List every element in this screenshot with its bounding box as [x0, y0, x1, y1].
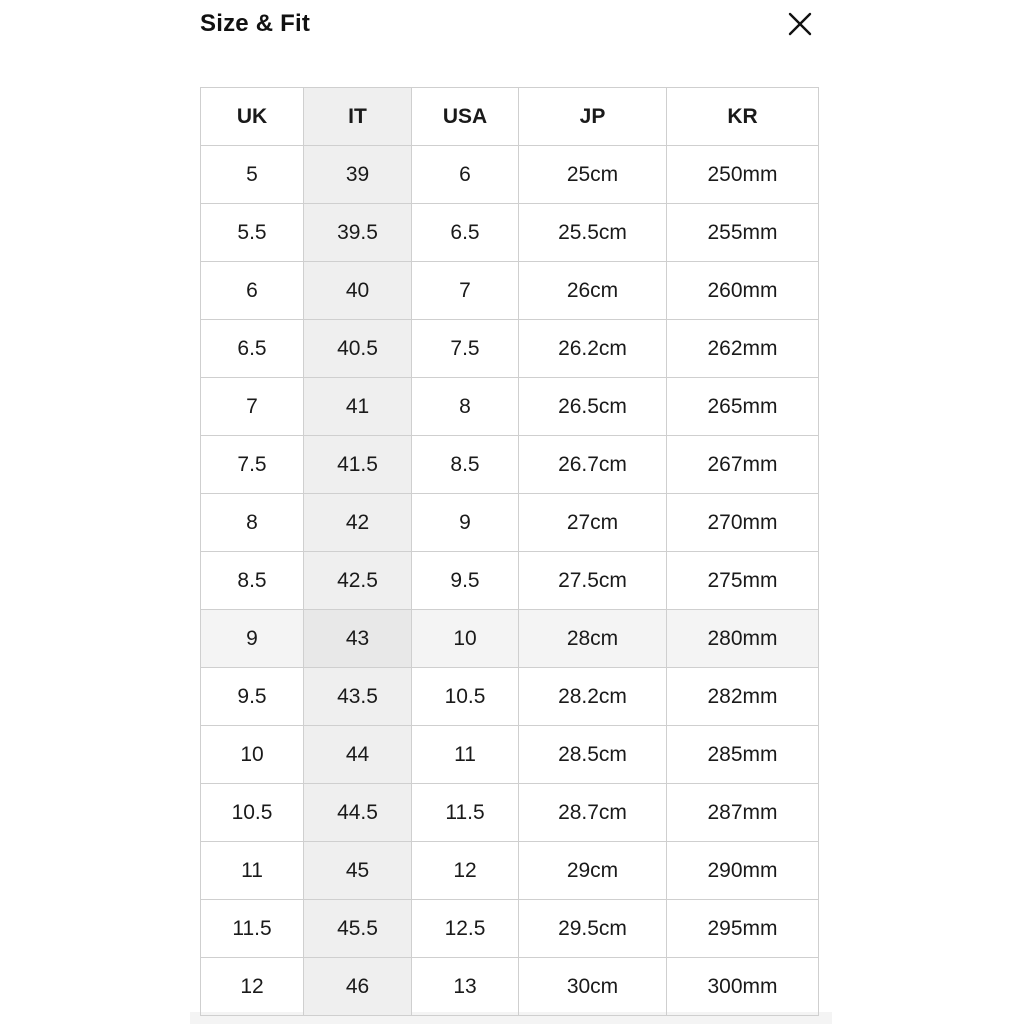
- cell-kr: 295mm: [667, 900, 819, 958]
- cell-uk: 10.5: [201, 784, 304, 842]
- table-row: [201, 726, 819, 784]
- column-header-usa: USA: [412, 88, 519, 146]
- cell-it: 39: [304, 146, 412, 204]
- table-header-row: [201, 88, 819, 146]
- cell-kr: 275mm: [667, 552, 819, 610]
- cell-it: 44: [304, 726, 412, 784]
- table-row: [201, 784, 819, 842]
- cell-usa: 6.5: [412, 204, 519, 262]
- table-row: [201, 958, 819, 1016]
- column-header-jp: JP: [519, 88, 667, 146]
- table-row: [201, 320, 819, 378]
- cell-uk: 8: [201, 494, 304, 552]
- table-row: [201, 494, 819, 552]
- size-chart-table: [200, 87, 819, 1016]
- cell-usa: 11: [412, 726, 519, 784]
- cell-jp: 25cm: [519, 146, 667, 204]
- table-row: [201, 378, 819, 436]
- cell-it: 39.5: [304, 204, 412, 262]
- cell-it: 42: [304, 494, 412, 552]
- cell-uk: 5: [201, 146, 304, 204]
- cell-kr: 260mm: [667, 262, 819, 320]
- table-row: [201, 842, 819, 900]
- table-row: [201, 146, 819, 204]
- cell-kr: 270mm: [667, 494, 819, 552]
- cell-uk: 5.5: [201, 204, 304, 262]
- cell-usa: 10.5: [412, 668, 519, 726]
- cell-kr: 267mm: [667, 436, 819, 494]
- cell-usa: 11.5: [412, 784, 519, 842]
- cell-it: 41.5: [304, 436, 412, 494]
- table-body: [201, 146, 819, 1016]
- cell-it: 43: [304, 610, 412, 668]
- cell-usa: 9: [412, 494, 519, 552]
- cell-it: 42.5: [304, 552, 412, 610]
- column-header-kr: KR: [667, 88, 819, 146]
- cell-kr: 287mm: [667, 784, 819, 842]
- cell-usa: 13: [412, 958, 519, 1016]
- table-row: [201, 610, 819, 668]
- cell-it: 40.5: [304, 320, 412, 378]
- cell-it: 45.5: [304, 900, 412, 958]
- column-header-uk: UK: [201, 88, 304, 146]
- cell-it: 40: [304, 262, 412, 320]
- cell-it: 41: [304, 378, 412, 436]
- column-header-it: IT: [304, 88, 412, 146]
- cell-jp: 26.5cm: [519, 378, 667, 436]
- cell-kr: 282mm: [667, 668, 819, 726]
- cell-it: 44.5: [304, 784, 412, 842]
- cell-kr: 280mm: [667, 610, 819, 668]
- cell-uk: 6.5: [201, 320, 304, 378]
- cell-kr: 265mm: [667, 378, 819, 436]
- cell-usa: 6: [412, 146, 519, 204]
- close-button[interactable]: [784, 8, 816, 40]
- cell-kr: 262mm: [667, 320, 819, 378]
- cell-uk: 9: [201, 610, 304, 668]
- cell-it: 45: [304, 842, 412, 900]
- cell-it: 43.5: [304, 668, 412, 726]
- cell-uk: 11: [201, 842, 304, 900]
- table-row: [201, 668, 819, 726]
- cell-it: 46: [304, 958, 412, 1016]
- cell-uk: 12: [201, 958, 304, 1016]
- cell-jp: 30cm: [519, 958, 667, 1016]
- close-icon: [787, 11, 813, 37]
- cell-jp: 28.2cm: [519, 668, 667, 726]
- cell-jp: 28.5cm: [519, 726, 667, 784]
- cell-usa: 8.5: [412, 436, 519, 494]
- table-row: [201, 436, 819, 494]
- cell-usa: 8: [412, 378, 519, 436]
- cell-usa: 9.5: [412, 552, 519, 610]
- cell-kr: 250mm: [667, 146, 819, 204]
- cell-jp: 26cm: [519, 262, 667, 320]
- cell-usa: 7: [412, 262, 519, 320]
- cell-jp: 26.2cm: [519, 320, 667, 378]
- cell-kr: 290mm: [667, 842, 819, 900]
- cell-uk: 6: [201, 262, 304, 320]
- cell-usa: 12: [412, 842, 519, 900]
- cell-jp: 28cm: [519, 610, 667, 668]
- cell-uk: 9.5: [201, 668, 304, 726]
- cell-jp: 27cm: [519, 494, 667, 552]
- cell-kr: 300mm: [667, 958, 819, 1016]
- cell-jp: 26.7cm: [519, 436, 667, 494]
- cell-uk: 8.5: [201, 552, 304, 610]
- cell-uk: 10: [201, 726, 304, 784]
- table-row: [201, 552, 819, 610]
- cell-jp: 29.5cm: [519, 900, 667, 958]
- page-title: Size & Fit: [200, 10, 311, 37]
- cell-uk: 7: [201, 378, 304, 436]
- cell-usa: 12.5: [412, 900, 519, 958]
- cell-usa: 7.5: [412, 320, 519, 378]
- cell-uk: 7.5: [201, 436, 304, 494]
- cell-jp: 29cm: [519, 842, 667, 900]
- table-row: [201, 262, 819, 320]
- cell-kr: 255mm: [667, 204, 819, 262]
- cell-usa: 10: [412, 610, 519, 668]
- cell-uk: 11.5: [201, 900, 304, 958]
- cell-jp: 27.5cm: [519, 552, 667, 610]
- cell-jp: 25.5cm: [519, 204, 667, 262]
- table-row: [201, 204, 819, 262]
- cell-jp: 28.7cm: [519, 784, 667, 842]
- cell-kr: 285mm: [667, 726, 819, 784]
- table-row: [201, 900, 819, 958]
